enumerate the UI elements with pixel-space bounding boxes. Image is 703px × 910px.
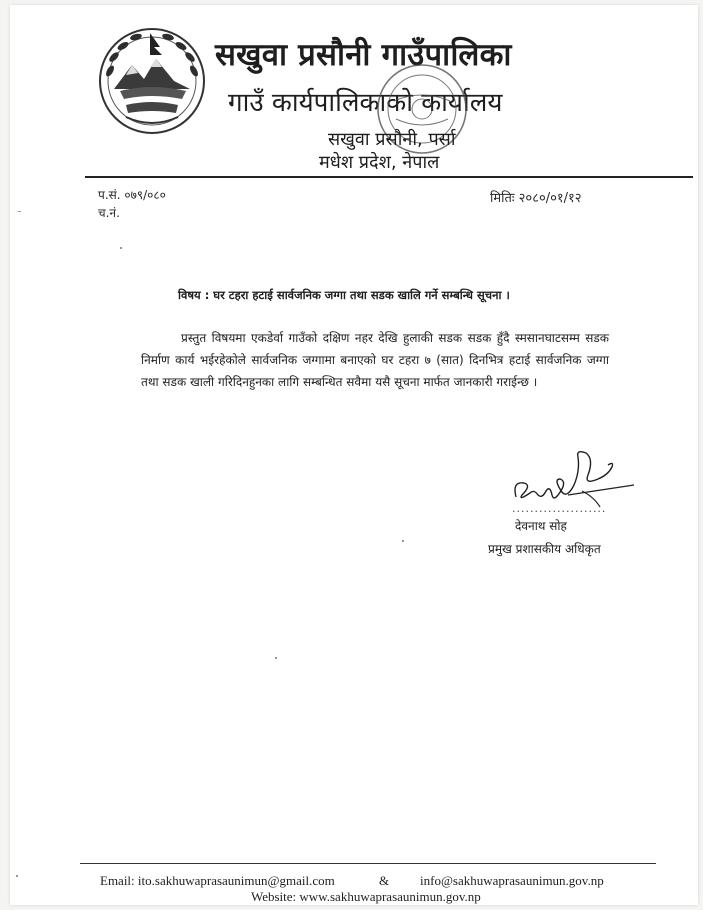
scan-speck bbox=[402, 540, 404, 542]
address-line-2: मधेश प्रदेश, नेपाल bbox=[319, 152, 440, 173]
footer-divider bbox=[80, 863, 656, 864]
letter-subject: विषय : घर टहरा हटाई सार्वजनिक जग्गा तथा सडक खालि गर्ने सम्बन्धि सूचना । bbox=[178, 288, 510, 302]
office-title: सखुवा प्रसौनी गाउँपालिका bbox=[215, 37, 512, 73]
letter-body: प्रस्तुत विषयमा एकडेर्वा गाउँको दक्षिण नहर देखि हुलाकी सडक सडक हुँदै स्मसानघाटसम्म सडक निर्माण कार्य भईरहेकोले सार्वजनिक जग्गामा बनाएको घर टहरा ७ (सात) दिनभित्र हटाई सार्वजनिक जग्गा तथा सडक खाली गरिदिनहुनका लागि सम्बन्धित सवैमा यसै सूचना मार्फत जानकारी गराईन्छ । bbox=[141, 331, 609, 389]
signer-designation: प्रमुख प्रशासकीय अधिकृत bbox=[488, 542, 601, 556]
address-line-1: सखुवा प्रसौनी, पर्सा bbox=[328, 129, 456, 150]
footer-email: Email: ito.sakhuwaprasaunimun@gmail.com bbox=[100, 873, 335, 888]
scan-speck bbox=[275, 657, 277, 659]
nepal-emblem-icon bbox=[96, 25, 208, 137]
scan-speck bbox=[18, 211, 21, 212]
scan-speck bbox=[120, 247, 122, 249]
reference-block bbox=[98, 186, 166, 222]
footer-website: Website: www.sakhuwaprasaunimun.gov.np bbox=[251, 889, 481, 904]
letter-date: मितिः २०८०/०१/१२ bbox=[490, 191, 582, 206]
header-divider bbox=[85, 176, 693, 178]
reference-number: प.सं. ०७९/०८० bbox=[98, 188, 166, 202]
footer-ampersand: & bbox=[379, 873, 390, 888]
office-subtitle: गाउँ कार्यपालिकाको कार्यालय bbox=[228, 88, 503, 118]
footer-email-2: info@sakhuwaprasaunimun.gov.np bbox=[420, 873, 604, 888]
signature-line: ..................... bbox=[512, 502, 607, 515]
letter-page bbox=[10, 5, 698, 905]
scan-speck bbox=[16, 875, 18, 877]
signer-name: देवनाथ सोह bbox=[515, 519, 567, 533]
dispatch-number: च.नं. bbox=[98, 206, 120, 220]
